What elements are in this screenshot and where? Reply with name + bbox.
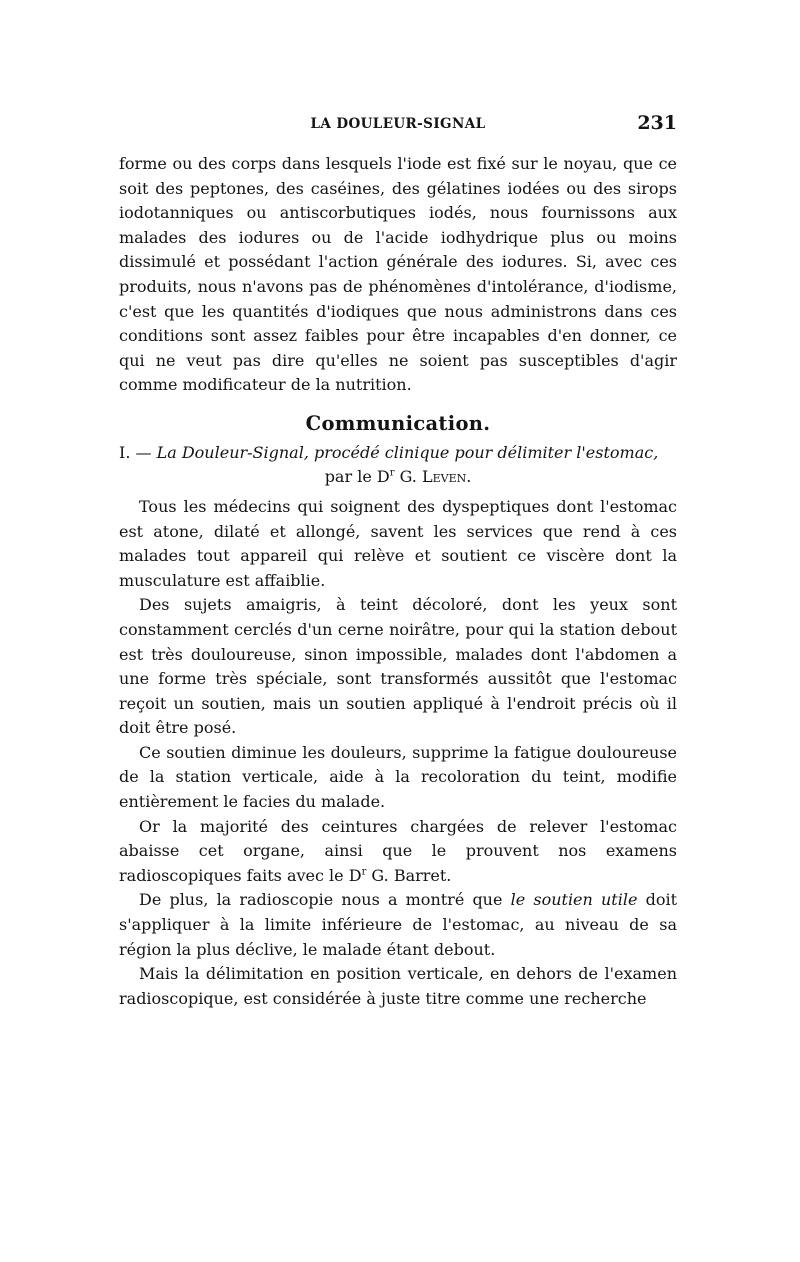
running-header: [119, 112, 677, 138]
section-heading: Communication.: [305, 411, 491, 435]
body-text: [119, 152, 677, 1011]
article-title-text: La Douleur-Signal, procédé clinique pour délimiter l'estomac,: [156, 442, 659, 462]
paragraph-5-end: doit s'appliquer à la limite inférieure de l'estomac, au niveau de sa région la plus déclive, le malade étant debout.: [119, 890, 678, 959]
article-number: I. —: [119, 442, 152, 462]
byline-name: Leven.: [421, 466, 472, 486]
paragraph-4: [119, 815, 677, 889]
paragraph-4-sup: r: [361, 866, 367, 878]
paragraph-5-start: De plus, la radioscopie nous a montré que: [139, 890, 511, 910]
byline-sup: r: [389, 467, 395, 479]
paragraph-5-italic: le soutien utile: [510, 890, 638, 910]
paragraph-1: Tous les médecins qui soignent des dyspeptiques dont l'estomac est atone, dilaté et allongé, savent les services que rend à ces malades tout appareil qui relève et soutient ce viscère dont la musculature est affaiblie.: [119, 496, 677, 590]
byline: [119, 465, 677, 489]
paragraph-3: Ce soutien diminue les douleurs, supprime la fatigue douloureuse de la station verticale, aide à la recoloration du teint, modifie entièrement le facies du malade.: [119, 742, 677, 812]
paragraph-4-end: G. Barret.: [366, 865, 452, 885]
paragraph-5: [119, 888, 677, 962]
paragraph-2: Des sujets amaigris, à teint décoloré, dont les yeux sont constamment cerclés d'un cerne noirâtre, pour qui la station debout est très douloureuse, sinon impossible, malades dont l'abdomen a une forme très spéciale, sont transformés aussitôt que l'estomac reçoit un soutien, mais un soutien appliqué à l'endroit précis où il doit être posé.: [119, 595, 677, 738]
paragraph-6: Mais la délimitation en position verticale, en dehors de l'examen radioscopique, est considérée à juste titre comme une recherche: [119, 964, 677, 1008]
paragraph-4-start: Or la majorité des ceintures chargées de relever l'estomac abaisse cet organe, ainsi que le prouvent nos examens radioscopiques faits avec le D: [119, 816, 677, 885]
running-title: LA DOULEUR-SIGNAL: [310, 116, 486, 132]
book-page: [119, 112, 677, 1011]
intro-paragraph: forme ou des corps dans lesquels l'iode est fixé sur le noyau, que ce soit des peptones, des caséines, des gélatines iodées ou des sirops iodotanniques ou antiscorbutiques iodés, nous fournissons aux malades des iodures ou de l'acide iodhydrique plus ou moins dissimulé et possédant l'action générale des iodures. Si, avec ces produits, nous n'avons pas de phénomènes d'intolérance, d'iodisme, c'est que les quantités d'iodiques que nous administrons dans ces conditions sont assez faibles pour être incapables d'en donner, ce qui ne veut pas dire qu'elles ne soient pas susceptibles d'agir comme modificateur de la nutrition.: [119, 154, 677, 395]
page-number: 231: [637, 112, 677, 134]
article-title: [119, 441, 677, 465]
byline-prefix: par le D: [324, 466, 390, 486]
byline-initial: G.: [399, 466, 417, 486]
